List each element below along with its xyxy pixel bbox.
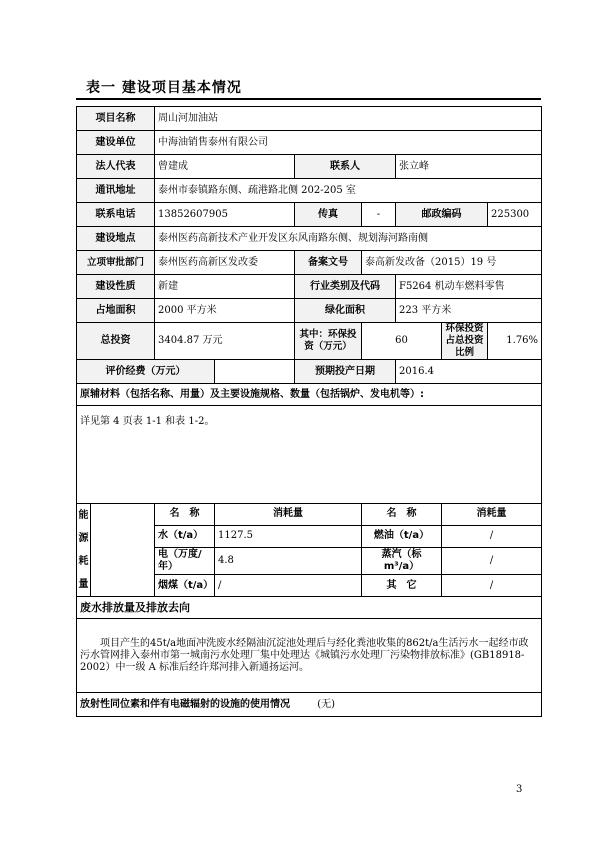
energy-row-name: 电（万度/年） <box>155 547 215 574</box>
industry-label: 行业类别及代码 <box>295 275 396 299</box>
investment-value: 3404.87 万元 <box>155 323 295 360</box>
energy-row-name-2: 燃油（t/a） <box>362 525 442 547</box>
investment-label: 总投资 <box>77 323 155 360</box>
site-value: 泰州医药高新技术产业开发区东风南路东侧、规划海河路南侧 <box>155 227 542 251</box>
materials-text: 详见第 4 页表 1-1 和表 1-2。 <box>77 406 542 504</box>
energy-row-name: 水（t/a） <box>155 525 215 547</box>
approval-value: 泰州医药高新区发改委 <box>155 251 295 275</box>
unit-value: 中海油销售泰州有限公司 <box>155 131 542 155</box>
energy-row-amount-2: / <box>442 525 542 547</box>
energy-row-name: 烟煤（t/a） <box>155 575 215 597</box>
energy-row-amount: / <box>215 575 362 597</box>
filing-value: 泰高新发改备（2015）19 号 <box>362 251 542 275</box>
env-investment-label: 其中：环保投资（万元） <box>295 323 362 360</box>
project-info-table <box>76 106 542 717</box>
radiation-value: (无) <box>317 698 335 710</box>
phone-label: 联系电话 <box>77 203 155 227</box>
green-label: 绿化面积 <box>295 299 396 323</box>
fax-value: - <box>362 203 396 227</box>
energy-row-name-2: 蒸汽（标 m³/a） <box>362 547 442 574</box>
fax-label: 传真 <box>295 203 362 227</box>
approval-label: 立项审批部门 <box>77 251 155 275</box>
area-label: 占地面积 <box>77 299 155 323</box>
postcode-value: 225300 <box>488 203 542 227</box>
filing-label: 备案文号 <box>295 251 362 275</box>
energy-row-amount: 4.8 <box>215 547 362 574</box>
industry-value: F5264 机动车燃料零售 <box>396 275 542 299</box>
eval-fee-value <box>215 360 295 384</box>
env-ratio-value: 1.76% <box>488 323 542 360</box>
project-name-label: 项目名称 <box>77 107 155 131</box>
energy-side-label <box>77 504 90 596</box>
contact-value: 张立峰 <box>396 155 542 179</box>
energy-header-amount: 消耗量 <box>215 504 362 526</box>
wastewater-label: 废水排放量及排放去向 <box>77 597 542 619</box>
radiation-label: 放射性同位素和伴有电磁辐射的设施的使用情况 <box>80 698 290 710</box>
energy-row-amount-2: / <box>442 575 542 597</box>
green-value: 223 平方米 <box>396 299 542 323</box>
energy-side-char: 源 <box>78 533 89 544</box>
legal-label: 法人代表 <box>77 155 155 179</box>
title-rule <box>76 98 541 100</box>
eval-fee-label: 评价经费（万元） <box>77 360 215 384</box>
page-number: 3 <box>516 784 523 795</box>
address-value: 泰州市泰镇路东侧、疏港路北侧 202-205 室 <box>155 179 542 203</box>
nature-label: 建设性质 <box>77 275 155 299</box>
date-label: 预期投产日期 <box>295 360 396 384</box>
energy-side-char: 能 <box>78 510 89 521</box>
energy-header-amount-2: 消耗量 <box>442 504 542 526</box>
table-title: 表一 建设项目基本情况 <box>86 80 242 96</box>
contact-label: 联系人 <box>295 155 396 179</box>
phone-value: 13852607905 <box>155 203 295 227</box>
legal-value: 曾建成 <box>155 155 295 179</box>
energy-row-name-2: 其 它 <box>362 575 442 597</box>
env-ratio-label: 环保投资占总投资比例 <box>442 323 488 360</box>
date-value: 2016.4 <box>396 360 542 384</box>
unit-label: 建设单位 <box>77 131 155 155</box>
nature-value: 新建 <box>155 275 295 299</box>
materials-label: 原辅材料（包括名称、用量）及主要设施规格、数量（包括锅炉、发电机等）: <box>77 384 542 406</box>
energy-header-name-2: 名 称 <box>362 504 442 526</box>
energy-header-name: 名 称 <box>155 504 215 526</box>
energy-side-char: 量 <box>78 579 89 590</box>
postcode-label: 邮政编码 <box>396 203 488 227</box>
area-value: 2000 平方米 <box>155 299 295 323</box>
env-investment-value: 60 <box>362 323 442 360</box>
energy-section <box>77 504 155 597</box>
energy-row-amount: 1127.5 <box>215 525 362 547</box>
energy-row-amount-2: / <box>442 547 542 574</box>
address-label: 通讯地址 <box>77 179 155 203</box>
radiation-row <box>77 693 542 717</box>
energy-side-char: 耗 <box>78 556 89 567</box>
wastewater-text: 项目产生的45t/a地面冲洗废水经隔油沉淀池处理后与经化粪池收集的862t/a生活污水一起经市政污水管网排入泰州市第一城南污水处理厂集中处理达《城镇污水处理厂污染物排放标准》(GB18918-2002）中一级 A 标准后经许郑河排入新通扬运河。 <box>77 619 542 693</box>
project-name-value: 周山河加油站 <box>155 107 542 131</box>
site-label: 建设地点 <box>77 227 155 251</box>
